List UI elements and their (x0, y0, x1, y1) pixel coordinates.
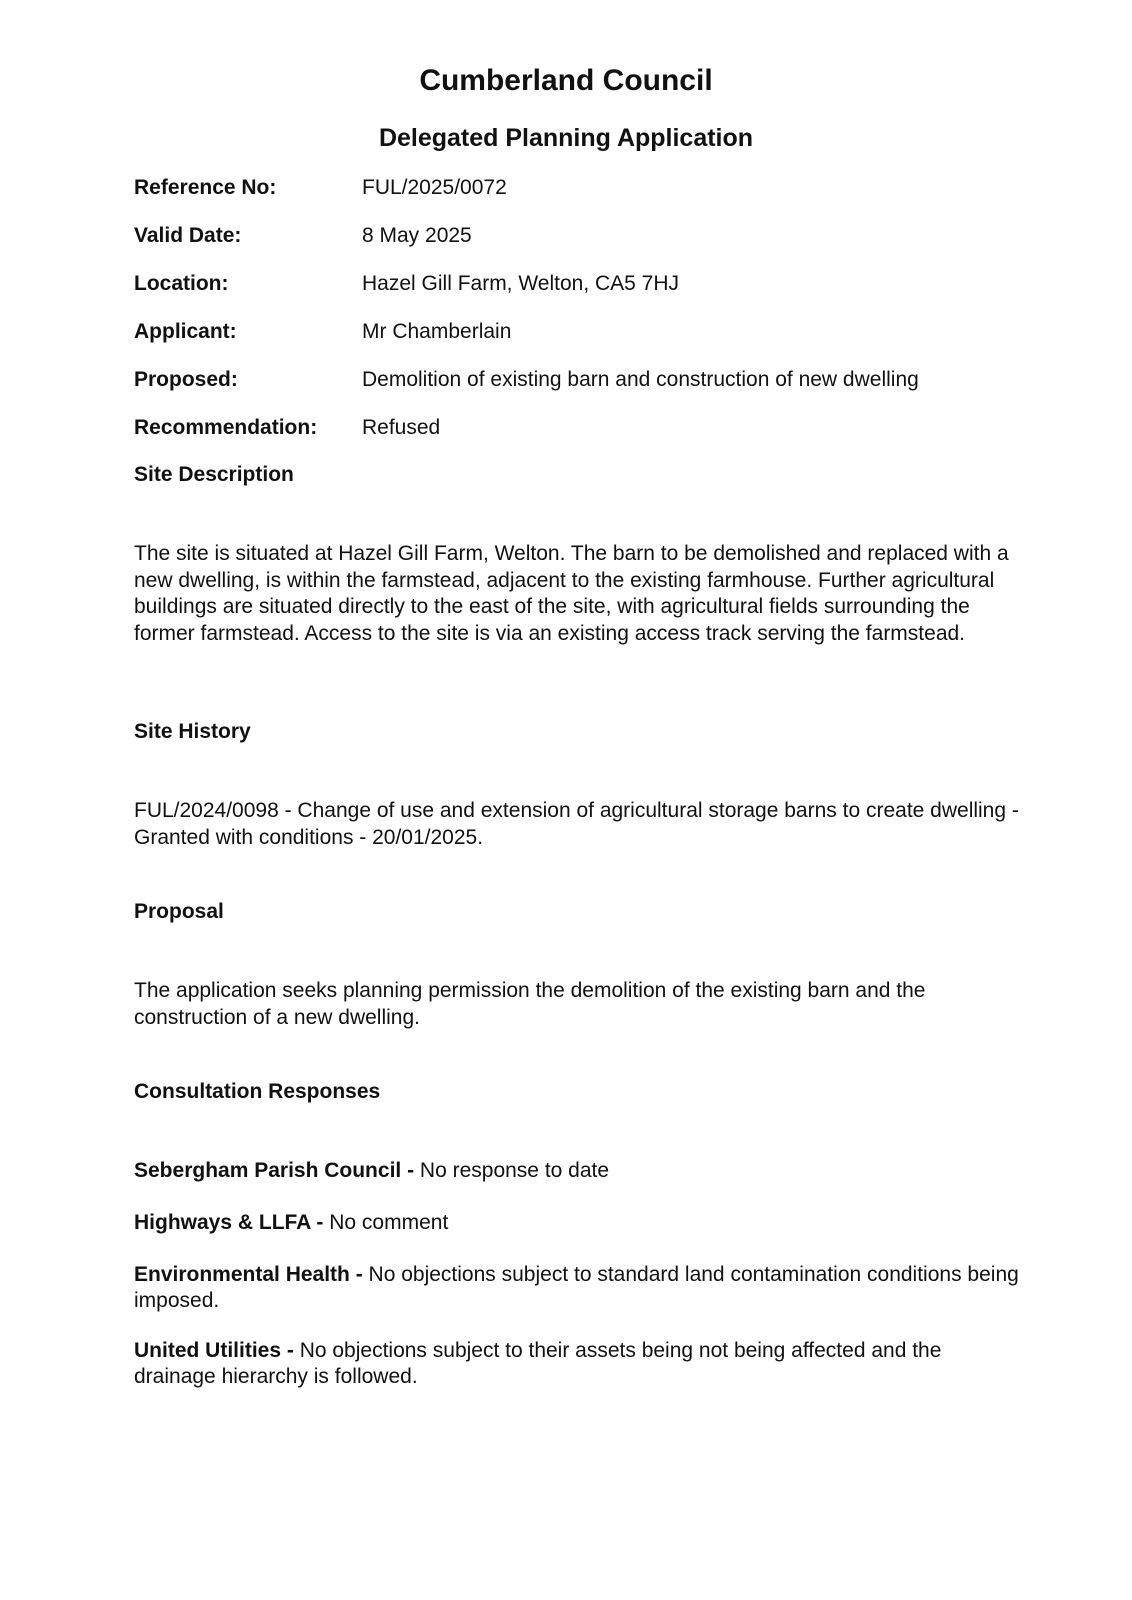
document-type-title: Delegated Planning Application (378, 124, 754, 152)
consultee-name: Environmental Health - (134, 1263, 363, 1286)
consultee-response: No objections subject to their assets being not being affected and the drainage hierarchy is followed. (134, 1339, 942, 1388)
consultation-heading: Consultation Responses (134, 1080, 381, 1103)
field-label: Applicant: (134, 320, 237, 343)
field-value: Refused (362, 416, 441, 439)
field-value: Hazel Gill Farm, Welton, CA5 7HJ (362, 272, 680, 295)
field-value: Mr Chamberlain (362, 320, 512, 343)
field-label: Proposed: (134, 368, 238, 391)
site-description-text: The site is situated at Hazel Gill Farm, Welton. The barn to be demolished and replaced with a new dwelling, is within the farmstead, adjacent to the existing farmhouse. Further agricultural buildings are situated directly to the east of the site, with agricultural fields surrounding the former farmstead. Access to the site is via an existing access track serving the farmstead. (134, 542, 1009, 645)
consultee-name: Sebergham Parish Council - (134, 1159, 415, 1182)
consultee-response: No objections subject to standard land contamination conditions being imposed. (134, 1263, 1019, 1312)
field-value: Demolition of existing barn and construction of new dwelling (362, 368, 919, 391)
site-history-text: FUL/2024/0098 - Change of use and extension of agricultural storage barns to create dwelling - Granted with conditions - 20/01/2025. (134, 799, 1019, 849)
consultee-name: Highways & LLFA - (134, 1211, 324, 1234)
field-label: Location: (134, 272, 229, 295)
consultation-response (134, 1210, 1024, 1236)
consultation-response (134, 1338, 1024, 1390)
organisation-title: Cumberland Council (419, 64, 713, 97)
site-history-heading: Site History (134, 720, 251, 743)
consultation-response (134, 1158, 1024, 1184)
field-label: Valid Date: (134, 224, 242, 247)
consultee-name: United Utilities - (134, 1339, 294, 1362)
consultee-response: No response to date (419, 1159, 610, 1182)
site-description-heading: Site Description (134, 463, 294, 486)
field-label: Recommendation: (134, 416, 318, 439)
proposal-text: The application seeks planning permission the demolition of the existing barn and the construction of a new dwelling. (134, 979, 926, 1029)
consultee-response: No comment (329, 1211, 449, 1234)
proposal-heading: Proposal (134, 900, 224, 923)
field-value: 8 May 2025 (362, 224, 472, 247)
field-label: Reference No: (134, 176, 277, 199)
consultation-response (134, 1262, 1024, 1314)
field-value: FUL/2025/0072 (362, 176, 507, 199)
